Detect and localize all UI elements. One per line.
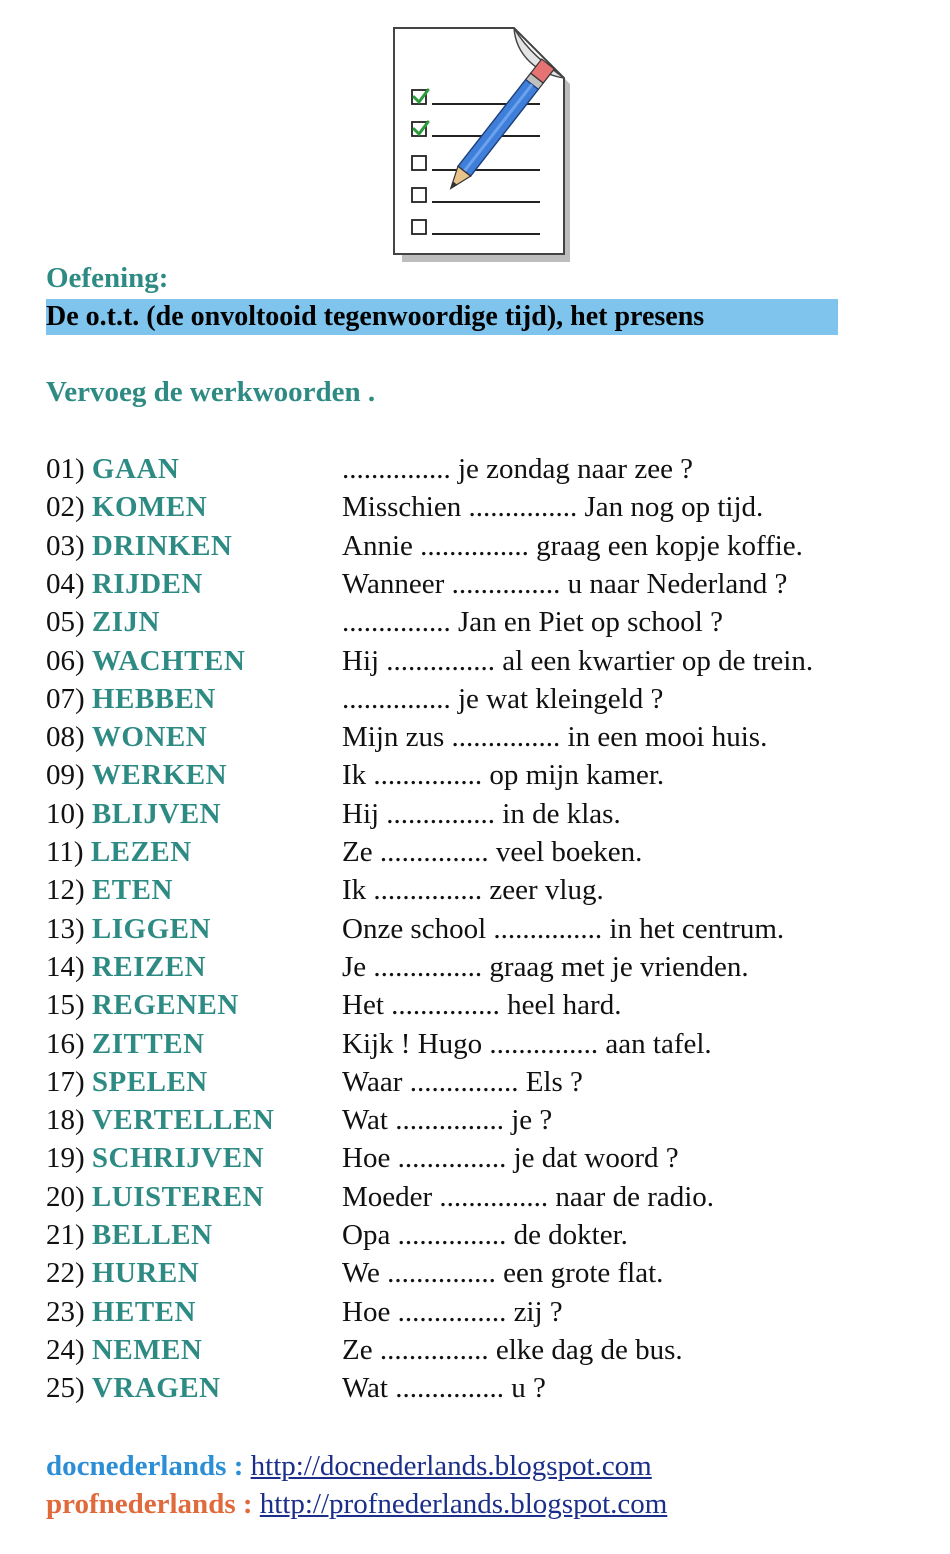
exercise-number: 23)	[46, 1295, 85, 1328]
exercise-sentence: Hij ............... in de klas.	[342, 797, 621, 830]
exercise-row	[46, 603, 926, 641]
exercise-sentence: Ze ............... elke dag de bus.	[342, 1333, 683, 1366]
exercise-number: 03)	[46, 529, 85, 562]
exercise-number: 08)	[46, 721, 85, 754]
exercise-row	[46, 1216, 926, 1254]
exercise-row	[46, 1101, 926, 1139]
exercise-row	[46, 1254, 926, 1292]
exercise-number: 24)	[46, 1333, 85, 1366]
exercise-heading: Oefening:	[46, 262, 169, 294]
exercise-number: 10)	[46, 797, 85, 830]
exercise-sentence: Annie ............... graag een kopje koffie.	[342, 529, 803, 562]
exercise-sentence: Moeder ............... naar de radio.	[342, 1180, 715, 1213]
exercise-verb: GAAN	[91, 453, 180, 485]
exercise-row	[46, 488, 926, 526]
profnederlands-label: profnederlands :	[46, 1488, 253, 1520]
exercise-verb: HUREN	[91, 1257, 200, 1290]
exercise-verb: VRAGEN	[91, 1372, 221, 1405]
exercise-verb: KOMEN	[91, 491, 208, 524]
exercise-number: 16)	[46, 1027, 85, 1060]
docnederlands-label: docnederlands :	[46, 1450, 244, 1482]
exercise-verb: RIJDEN	[91, 567, 203, 600]
exercise-row	[46, 1063, 926, 1101]
exercise-verb: DRINKEN	[91, 529, 233, 562]
exercise-sentence: Het ............... heel hard.	[342, 989, 622, 1022]
exercise-verb: SCHRIJVEN	[91, 1142, 265, 1175]
footer-line-doc	[46, 1450, 652, 1483]
exercise-sentence: Wat ............... je ?	[342, 1104, 553, 1137]
exercise-sentence: Misschien ............... Jan nog op tijd.	[342, 491, 764, 524]
exercise-row	[46, 1139, 926, 1177]
exercise-number: 18)	[46, 1104, 85, 1137]
exercise-verb: REIZEN	[91, 950, 207, 983]
exercise-verb: ZIJN	[91, 606, 160, 639]
exercise-verb: WERKEN	[91, 759, 228, 792]
exercise-sentence: We ............... een grote flat.	[342, 1257, 664, 1290]
exercise-row	[46, 1331, 926, 1369]
exercise-sentence: Hij ............... al een kwartier op de trein.	[342, 644, 814, 677]
exercise-verb: WACHTEN	[91, 644, 246, 677]
exercise-sentence: Wanneer ............... u naar Nederland ?	[342, 567, 788, 600]
exercise-number: 14)	[46, 950, 85, 983]
exercise-number: 25)	[46, 1372, 85, 1405]
exercise-sentence: Opa ............... de dokter.	[342, 1219, 628, 1251]
exercise-number: 09)	[46, 759, 85, 792]
exercise-verb: VERTELLEN	[91, 1104, 275, 1137]
exercise-sentence: ............... je wat kleingeld ?	[342, 682, 664, 715]
footer-line-prof	[46, 1488, 667, 1521]
exercise-number: 04)	[46, 567, 85, 600]
exercise-sentence: Ik ............... zeer vlug.	[342, 874, 604, 907]
exercise-sentence: Mijn zus ............... in een mooi huis.	[342, 721, 768, 754]
exercise-verb: LEZEN	[90, 836, 192, 868]
exercise-number: 20)	[46, 1180, 85, 1213]
exercise-row	[46, 1369, 926, 1407]
profnederlands-link[interactable]: http://profnederlands.blogspot.com	[259, 1488, 668, 1520]
exercise-number: 05)	[46, 606, 85, 639]
exercise-row	[46, 756, 926, 794]
exercise-sentence: ............... je zondag naar zee ?	[342, 453, 694, 485]
exercise-number: 06)	[46, 644, 85, 677]
exercise-verb: BELLEN	[91, 1219, 213, 1251]
docnederlands-link[interactable]: http://docnederlands.blogspot.com	[250, 1450, 652, 1482]
exercise-row	[46, 1178, 926, 1216]
exercise-number: 17)	[46, 1065, 85, 1098]
instruction-text: Vervoeg de werkwoorden .	[46, 376, 376, 408]
exercise-sentence: Hoe ............... je dat woord ?	[342, 1142, 679, 1175]
exercise-number: 07)	[46, 682, 85, 715]
exercise-row	[46, 871, 926, 909]
exercise-row	[46, 833, 926, 871]
exercise-sentence: Waar ............... Els ?	[342, 1065, 583, 1098]
exercise-sentence: ............... Jan en Piet op school ?	[342, 606, 723, 639]
exercise-verb: BLIJVEN	[91, 797, 222, 830]
exercise-sentence: Kijk ! Hugo ............... aan tafel.	[342, 1027, 712, 1060]
exercise-number: 21)	[46, 1219, 85, 1251]
page-title: De o.t.t. (de onvoltooid tegenwoordige tijd), het presens	[46, 299, 838, 335]
exercise-row	[46, 1293, 926, 1331]
exercise-verb: ZITTEN	[91, 1027, 205, 1060]
exercise-number: 02)	[46, 491, 85, 524]
exercise-verb: ETEN	[91, 874, 173, 907]
exercise-sentence: Je ............... graag met je vrienden.	[342, 950, 749, 983]
exercise-verb: HETEN	[91, 1295, 196, 1328]
exercise-verb: SPELEN	[91, 1065, 208, 1098]
exercise-row	[46, 527, 926, 565]
exercise-verb: HEBBEN	[91, 682, 216, 715]
exercise-row	[46, 642, 926, 680]
exercise-sentence: Wat ............... u ?	[342, 1372, 546, 1405]
exercise-number: 13)	[46, 912, 85, 945]
exercise-verb: LIGGEN	[91, 912, 211, 945]
exercise-number: 01)	[46, 453, 85, 485]
exercise-row	[46, 718, 926, 756]
exercise-row	[46, 948, 926, 986]
exercise-row	[46, 680, 926, 718]
exercise-row	[46, 795, 926, 833]
exercise-verb: LUISTEREN	[91, 1180, 265, 1213]
exercise-number: 15)	[46, 989, 85, 1022]
exercise-number: 11)	[46, 836, 84, 868]
exercise-sentence: Hoe ............... zij ?	[342, 1295, 563, 1328]
exercise-row	[46, 450, 926, 488]
exercise-sentence: Ze ............... veel boeken.	[342, 836, 643, 868]
exercise-verb: WONEN	[91, 721, 208, 754]
exercise-verb: NEMEN	[91, 1333, 203, 1366]
checklist-document-icon	[388, 22, 578, 262]
exercise-number: 19)	[46, 1142, 85, 1175]
exercise-number: 12)	[46, 874, 85, 907]
exercise-row	[46, 1025, 926, 1063]
exercise-sentence: Ik ............... op mijn kamer.	[342, 759, 665, 792]
exercise-verb: REGENEN	[91, 989, 239, 1022]
exercise-sentence: Onze school ............... in het centrum.	[342, 912, 785, 945]
exercise-row	[46, 910, 926, 948]
exercise-row	[46, 986, 926, 1024]
exercise-number: 22)	[46, 1257, 85, 1290]
exercise-row	[46, 565, 926, 603]
